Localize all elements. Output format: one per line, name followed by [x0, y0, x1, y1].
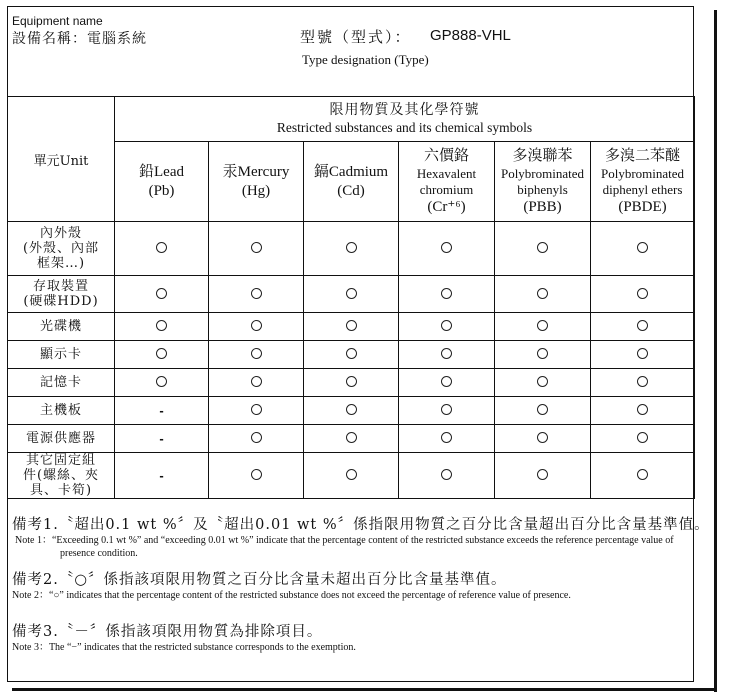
column-header-line: diphenyl ethers: [602, 181, 683, 197]
circle-mark-icon: [251, 469, 262, 480]
substance-cell: [209, 369, 304, 397]
row-label: [8, 276, 115, 313]
column-header-line: chromium: [419, 181, 474, 197]
substance-cell: [495, 369, 591, 397]
column-header-line: 六價鉻: [423, 147, 469, 164]
row-label-line: 內外殼: [39, 226, 82, 241]
restricted-substances-header: [115, 97, 695, 142]
scan-edge-right: [714, 10, 717, 692]
substance-cell: [495, 425, 591, 453]
substance-cell: [115, 341, 209, 369]
column-header-line: (Pb): [148, 182, 175, 199]
circle-mark-icon: [441, 376, 452, 387]
circle-mark-icon: [637, 348, 648, 359]
circle-mark-icon: [537, 348, 548, 359]
circle-mark-icon: [637, 432, 648, 443]
note-1-en: Note 1：“Exceeding 0.1 wt %” and “exceeding 0.01 wt %” indicate that the percentage content of the restricted substance exceeds the reference percentage value of presence condition.: [15, 535, 674, 559]
substance-cell: [591, 425, 695, 453]
substance-cell: [115, 369, 209, 397]
table-row: [8, 425, 695, 453]
circle-mark-icon: [156, 320, 167, 331]
substance-cell: [399, 313, 495, 341]
circle-mark-icon: [637, 469, 648, 480]
circle-mark-icon: [537, 242, 548, 253]
scan-edge-bottom: [12, 688, 717, 691]
column-header-line: 鉛Lead: [139, 163, 184, 180]
circle-mark-icon: [156, 348, 167, 359]
circle-mark-icon: [156, 288, 167, 299]
circle-mark-icon: [251, 432, 262, 443]
table-row: [8, 369, 695, 397]
row-label-line: 具、卡筍): [29, 483, 93, 498]
substance-cell: [115, 222, 209, 276]
dash-mark-icon: -: [159, 403, 164, 418]
unit-header: 單元Unit: [8, 97, 115, 222]
row-label: [8, 313, 115, 341]
column-header-4: [495, 142, 591, 222]
circle-mark-icon: [441, 288, 452, 299]
row-label-line: 框架…): [36, 256, 86, 271]
table-row: [8, 222, 695, 276]
note-3-zh: 備考3.〝－〞係指該項限用物質為排除項目。: [12, 624, 323, 640]
row-label-line: 光碟機: [39, 319, 82, 334]
restricted-substances-table: [7, 96, 695, 499]
row-label-line: 顯示卡: [39, 347, 82, 362]
table-row: [8, 313, 695, 341]
substance-cell: [304, 425, 399, 453]
dash-mark-icon: -: [159, 468, 164, 483]
substance-cell: [209, 453, 304, 499]
substance-cell: [399, 425, 495, 453]
restricted-header-zh: 限用物質及其化學符號: [329, 102, 480, 118]
note-2-en: Note 2：“○” indicates that the percentage content of the restricted substance does not exceed the percentage of reference value of presence.: [12, 590, 571, 601]
circle-mark-icon: [156, 242, 167, 253]
type-designation-zh: 型號（型式）：: [300, 28, 412, 46]
substance-cell: [209, 341, 304, 369]
note-1-zh: 備考1.〝超出0.1 wt %〞及〝超出0.01 wt %〞係指限用物質之百分比含量超出百分比含量基準值。: [12, 517, 710, 533]
substance-cell: [591, 341, 695, 369]
circle-mark-icon: [251, 242, 262, 253]
substance-cell: [591, 453, 695, 499]
column-header-line: Polybrominated: [500, 165, 585, 181]
row-label: [8, 425, 115, 453]
row-label: [8, 397, 115, 425]
substance-cell: [399, 369, 495, 397]
substance-cell: [495, 341, 591, 369]
circle-mark-icon: [637, 288, 648, 299]
column-header-0: [115, 142, 209, 222]
substance-cell: [495, 276, 591, 313]
column-header-line: Polybrominated: [600, 165, 685, 181]
substance-cell: [495, 453, 591, 499]
circle-mark-icon: [441, 320, 452, 331]
row-label-line: 存取裝置: [32, 279, 89, 294]
substance-cell: [209, 276, 304, 313]
row-label: [8, 341, 115, 369]
substance-cell: [399, 341, 495, 369]
table-row: [8, 276, 695, 313]
column-header-line: biphenyls: [517, 181, 568, 197]
column-header-line: 多溴聯苯: [512, 147, 573, 164]
substance-cell: [209, 222, 304, 276]
column-header-line: Hexavalent: [416, 165, 477, 181]
table-row: [8, 341, 695, 369]
circle-mark-icon: [537, 404, 548, 415]
substance-cell: [399, 397, 495, 425]
circle-mark-icon: [537, 288, 548, 299]
circle-mark-icon: [537, 432, 548, 443]
row-label-line: 其它固定組: [25, 453, 96, 468]
row-label: [8, 369, 115, 397]
column-header-line: (PBDE): [618, 198, 667, 215]
equipment-name-en: Equipment name: [12, 14, 103, 28]
row-label-line: 主機板: [39, 403, 82, 418]
substance-cell: [495, 222, 591, 276]
substance-cell: [304, 276, 399, 313]
column-header-2: [304, 142, 399, 222]
substance-cell: [304, 341, 399, 369]
circle-mark-icon: [637, 242, 648, 253]
row-label-line: 件(螺絲、夾: [22, 468, 100, 483]
circle-mark-icon: [441, 242, 452, 253]
circle-mark-icon: [346, 320, 357, 331]
column-header-line: (PBB): [523, 198, 562, 215]
substance-cell: [209, 313, 304, 341]
notes-section: [12, 513, 710, 654]
substance-cell: [304, 313, 399, 341]
circle-mark-icon: [346, 404, 357, 415]
column-header-3: [399, 142, 495, 222]
column-header-line: 鎘Cadmium: [313, 163, 389, 180]
row-label: [8, 453, 115, 499]
column-header-1: [209, 142, 304, 222]
circle-mark-icon: [251, 348, 262, 359]
substance-cell: [115, 276, 209, 313]
circle-mark-icon: [346, 432, 357, 443]
column-header-line: (Hg): [241, 182, 271, 199]
circle-mark-icon: [441, 469, 452, 480]
substance-cell: [209, 425, 304, 453]
substance-cell: [399, 453, 495, 499]
substance-cell: [495, 397, 591, 425]
circle-mark-icon: [537, 469, 548, 480]
note-3-en: Note 3：The “−” indicates that the restricted substance corresponds to the exemption.: [12, 642, 356, 653]
circle-mark-icon: [637, 320, 648, 331]
circle-mark-icon: [637, 376, 648, 387]
circle-mark-icon: [156, 376, 167, 387]
circle-mark-icon: [346, 242, 357, 253]
row-label-line: (硬碟HDD): [23, 294, 99, 309]
note-2-zh: 備考2.〝○〞係指該項限用物質之百分比含量未超出百分比含量基準值。: [12, 572, 507, 588]
circle-mark-icon: [346, 348, 357, 359]
substance-cell: [591, 313, 695, 341]
type-model-number: GP888-VHL: [430, 27, 511, 44]
substance-cell: [591, 222, 695, 276]
row-label-line: (外殼、內部: [22, 241, 100, 256]
substance-cell: [399, 222, 495, 276]
circle-mark-icon: [346, 376, 357, 387]
circle-mark-icon: [251, 404, 262, 415]
equipment-name-zh: 設備名稱：電腦系統: [12, 31, 147, 47]
circle-mark-icon: [251, 376, 262, 387]
circle-mark-icon: [537, 376, 548, 387]
table-row: [8, 397, 695, 425]
column-header-5: [591, 142, 695, 222]
column-header-line: 多溴二苯醚: [605, 147, 681, 164]
circle-mark-icon: [441, 432, 452, 443]
substance-cell: [591, 276, 695, 313]
restricted-header-en: Restricted substances and its chemical symbols: [276, 120, 533, 135]
type-designation-en: Type designation (Type): [302, 52, 429, 67]
circle-mark-icon: [346, 288, 357, 299]
circle-mark-icon: [251, 320, 262, 331]
row-label-line: 電源供應器: [25, 431, 96, 446]
substance-cell: [591, 397, 695, 425]
column-header-line: (Cr⁺⁶): [427, 198, 466, 215]
substance-cell: [399, 276, 495, 313]
substance-cell: [115, 397, 209, 425]
dash-mark-icon: -: [159, 431, 164, 446]
circle-mark-icon: [251, 288, 262, 299]
row-label: [8, 222, 115, 276]
substance-cell: [209, 397, 304, 425]
substance-cell: [304, 369, 399, 397]
substance-cell: [495, 313, 591, 341]
circle-mark-icon: [441, 348, 452, 359]
substance-cell: [304, 397, 399, 425]
row-label-line: 記憶卡: [39, 375, 82, 390]
substance-cell: [115, 453, 209, 499]
circle-mark-icon: [441, 404, 452, 415]
substance-cell: [591, 369, 695, 397]
column-header-line: 汞Mercury: [222, 163, 290, 180]
substance-cell: [304, 453, 399, 499]
substance-cell: [115, 425, 209, 453]
substance-cell: [115, 313, 209, 341]
column-header-line: (Cd): [337, 182, 365, 199]
circle-mark-icon: [537, 320, 548, 331]
circle-mark-icon: [346, 469, 357, 480]
table-row: [8, 453, 695, 499]
circle-mark-icon: [637, 404, 648, 415]
substance-cell: [304, 222, 399, 276]
